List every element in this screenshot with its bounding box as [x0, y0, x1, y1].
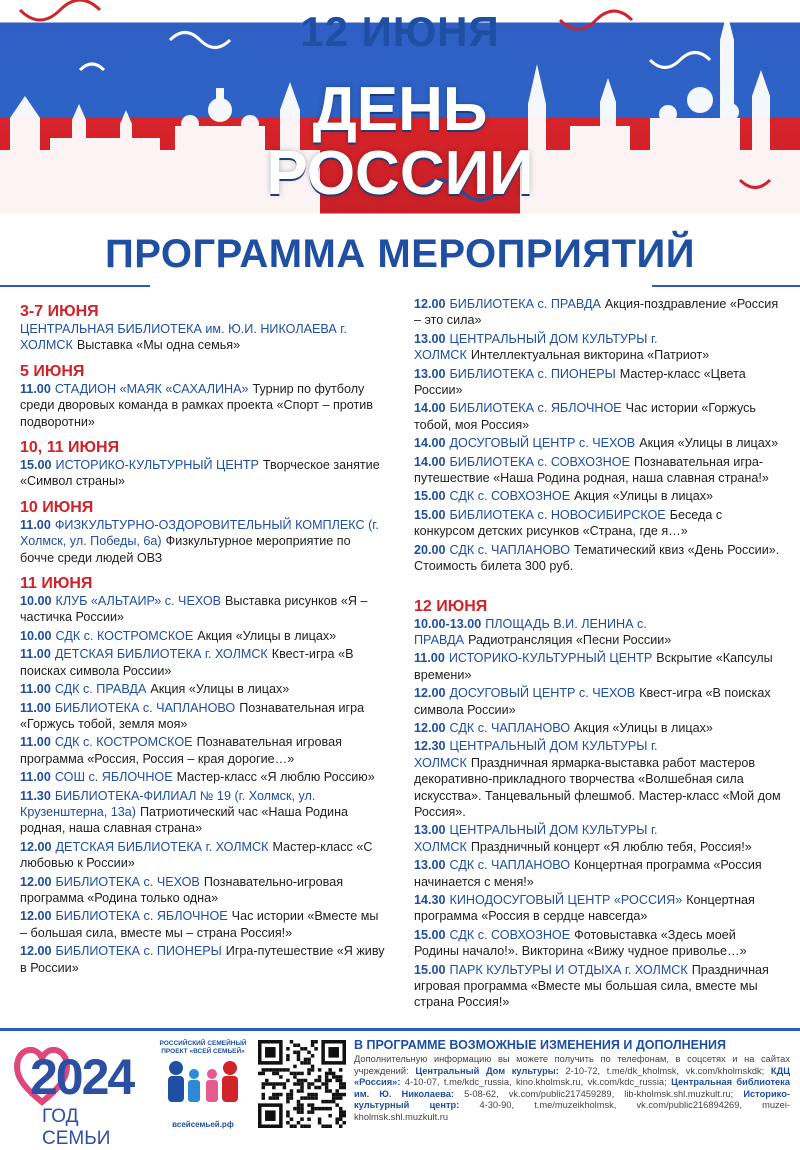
event-venue: ЦЕНТРАЛЬНЫЙ ДОМ КУЛЬТУРЫ г. ХОЛМСК: [414, 739, 658, 770]
event-item: [414, 650, 784, 683]
event-time: 15.00: [414, 927, 446, 942]
event-item: [414, 822, 784, 855]
event-item: [414, 857, 784, 890]
contacts-info: [354, 1054, 790, 1124]
event-description: Вскрытие «Капсулы времени»: [414, 651, 773, 682]
event-time: 13.00: [414, 331, 446, 346]
event-time: 12.00: [20, 909, 52, 924]
event-time: 20.00: [414, 542, 446, 557]
event-item: [414, 720, 784, 736]
event-description: Фотовыставка «Здесь моей Родины начало!». Викторина «Вижу чудное приволье…»: [414, 927, 747, 959]
event-venue: ПАРК КУЛЬТУРЫ И ОТДЫХА г. ХОЛМСК: [449, 962, 688, 977]
title-rule-left: [0, 285, 150, 287]
event-venue: БИБЛИОТЕКА с. ПРАВДА: [449, 297, 601, 311]
day-section: [414, 597, 784, 1011]
event-item: [20, 874, 388, 907]
day-heading: 12 ИЮНЯ: [414, 597, 488, 615]
day-section: [20, 302, 388, 354]
event-description: Акция «Улицы в лицах»: [574, 489, 714, 504]
day-section: [20, 438, 388, 490]
event-time: 12.00: [414, 686, 446, 701]
logo-year: 2024: [30, 1049, 134, 1105]
event-time: 11.00: [20, 735, 51, 750]
event-venue: ЦЕНТРАЛЬНЫЙ ДОМ КУЛЬТУРЫ г. ХОЛМСК: [414, 331, 658, 363]
event-venue: СДК с. ЧАПЛАНОВО: [449, 720, 571, 735]
contact-name: КДЦ «Россия»:: [354, 1065, 790, 1088]
event-venue: СДК с. КОСТРОМСКОЕ: [55, 628, 194, 643]
event-venue: ФИЗКУЛЬТУРНО-ОЗДОРОВИТЕЛЬНЫЙ КОМПЛЕКС (г. Холмск, ул. Победы, 6а): [20, 517, 379, 549]
event-venue: БИБЛИОТЕКА с. СОВХОЗНОЕ: [449, 454, 630, 469]
event-item: [414, 927, 784, 960]
event-description: Игра-путешествие «Я живу в России»: [20, 944, 385, 975]
event-time: 12.00: [414, 297, 446, 311]
event-description: Праздничный концерт «Я люблю тебя, Россия!»: [470, 839, 752, 854]
event-venue: КИНОДОСУГОВЫЙ ЦЕНТР «РОССИЯ»: [449, 893, 683, 907]
event-venue: СДК с. ЧАПЛАНОВО: [449, 858, 571, 873]
event-venue: ИСТОРИКО-КУЛЬТУРНЫЙ ЦЕНТР: [448, 651, 653, 666]
event-time: 14.30: [414, 893, 446, 907]
event-time: 15.00: [414, 489, 446, 504]
title-rule-right: [652, 285, 800, 287]
event-venue: ПЛОЩАДЬ В.И. ЛЕНИНА с. ПРАВДА: [414, 616, 647, 647]
event-time: 11.00: [20, 647, 51, 662]
event-time: 13.00: [414, 366, 446, 381]
event-time: 11.00: [20, 682, 51, 697]
event-description: Мастер-класс «С любовью к России»: [20, 839, 373, 871]
event-time: 10.00: [20, 628, 52, 643]
event-venue: СТАДИОН «МАЯК «САХАЛИНА»: [54, 381, 249, 396]
day-heading: 11 ИЮНЯ: [20, 575, 93, 593]
event-description: Праздничная игровая программа «Вместе мы большая сила, вместе мы страна Россия!»: [414, 962, 769, 1010]
event-description: Познавательная игровая программа «Россия, Россия – края дорогие…»: [20, 735, 342, 766]
event-item: [414, 962, 784, 1011]
day-section: [414, 296, 784, 575]
event-venue: БИБЛИОТЕКА с. НОВОСИБИРСКОЕ: [449, 507, 666, 522]
event-item: [20, 788, 388, 837]
event-item: [20, 646, 388, 679]
event-time: 10.00-13.00: [414, 616, 482, 631]
year-of-family-logo: [12, 1040, 152, 1149]
footer: [0, 1028, 800, 1149]
event-item: [414, 366, 784, 399]
event-time: 12.00: [20, 839, 52, 854]
event-description: Час истории «Горжусь тобой, моя Россия»: [414, 401, 756, 432]
event-venue: ЦЕНТРАЛЬНЫЙ ДОМ КУЛЬТУРЫ г. ХОЛМСК: [414, 823, 658, 854]
event-description: Радиотрансляция «Песни России»: [468, 632, 672, 647]
event-description: Физкультурное мероприятие по бочче среди людей ОВЗ: [20, 534, 351, 565]
contact-details[interactable]: 2-10-72, t.me/dk_kholmsk, vk.com/kholmskdk;: [565, 1065, 765, 1076]
event-item: [414, 507, 784, 540]
event-description: Познавательно-игровая программа «Родина только одна»: [20, 874, 344, 905]
day-heading: 10 ИЮНЯ: [20, 498, 94, 516]
event-time: 12.00: [20, 874, 52, 889]
event-description: Выставка «Мы одна семья»: [76, 338, 241, 353]
event-item: [20, 943, 388, 976]
event-description: Тематический квиз «День России». Стоимость билета 300 руб.: [414, 542, 780, 574]
event-description: Квест-игра «В поисках символа России»: [20, 647, 354, 678]
event-description: Квест-игра «В поисках символа России»: [414, 686, 771, 717]
event-time: 14.00: [414, 401, 446, 416]
event-venue: ИСТОРИКО-КУЛЬТУРНЫЙ ЦЕНТР: [55, 458, 259, 473]
header-banner: [0, 0, 800, 225]
event-venue: БИБЛИОТЕКА с. ЧАПЛАНОВО: [54, 700, 236, 715]
family-project-logo: [158, 1040, 248, 1130]
event-item: [414, 542, 784, 575]
event-venue: ДЕТСКАЯ БИБЛИОТЕКА г. ХОЛМСК: [54, 647, 268, 662]
event-time: 12.00: [414, 720, 446, 735]
family-project-url[interactable]: всейсемьей.рф: [172, 1120, 234, 1129]
event-item: [414, 488, 784, 504]
event-description: Выставка рисунков «Я – частичка России»: [20, 594, 368, 625]
event-venue: ДОСУГОВЫЙ ЦЕНТР с. ЧЕХОВ: [449, 686, 636, 701]
contact-details[interactable]: 4-30-90, t.me/muzeikholmsk, vk.com/public216894269, muzei-kholmsk.shl.muzkult.ru: [354, 1100, 791, 1122]
event-description: Патриотический час «Наша Родина родная, наша славная страна»: [20, 804, 349, 836]
contact-details[interactable]: 4-10-07, t.me/kdc_russia, kino.kholmsk.ru, vk.com/kdc_russia;: [404, 1077, 667, 1088]
event-venue: СОШ с. ЯБЛОЧНОЕ: [54, 770, 173, 785]
event-item: [20, 321, 388, 354]
event-item: [20, 769, 388, 785]
event-item: [20, 839, 388, 872]
event-venue: БИБЛИОТЕКА с. ЯБЛОЧНОЕ: [449, 401, 622, 416]
banner-title-line1: ДЕНЬ: [312, 75, 488, 144]
event-venue: БИБЛИОТЕКА с. ПИОНЕРЫ: [449, 366, 616, 381]
changes-notice: В ПРОГРАММЕ ВОЗМОЖНЫЕ ИЗМЕНЕНИЯ И ДОПОЛНЕНИЯ: [354, 1038, 726, 1052]
event-venue: СДК с. СОВХОЗНОЕ: [449, 927, 571, 942]
event-time: 14.00: [414, 436, 446, 451]
event-item: [414, 892, 784, 925]
event-venue: ДОСУГОВЫЙ ЦЕНТР с. ЧЕХОВ: [449, 436, 636, 451]
event-time: 11.00: [414, 651, 445, 666]
event-item: [414, 685, 784, 718]
event-venue: БИБЛИОТЕКА с. ЯБЛОЧНОЕ: [55, 909, 228, 924]
contacts-intro: Дополнительную информацию вы можете получить по телефонам, в соцсетях и на сайтах учреждений:: [354, 1054, 790, 1076]
event-venue: ЦЕНТРАЛЬНАЯ БИБЛИОТЕКА им. Ю.И. НИКОЛАЕВА г. ХОЛМСК: [20, 322, 347, 353]
event-venue: БИБЛИОТЕКА с. ЧЕХОВ: [55, 874, 200, 889]
event-time: 13.00: [414, 858, 446, 873]
day-heading: 3-7 ИЮНЯ: [20, 303, 99, 320]
event-description: Акция-поздравление «Россия – это сила»: [414, 297, 779, 328]
event-time: 12.30: [414, 739, 446, 754]
event-description: Акция «Улицы в лицах»: [639, 436, 779, 451]
event-item: [20, 381, 388, 430]
program-right-column: [414, 296, 784, 1013]
event-venue: СДК с. ЧАПЛАНОВО: [449, 542, 571, 557]
event-item: [20, 908, 388, 941]
day-section: [20, 498, 388, 566]
family-figures-icon: [158, 1056, 248, 1106]
event-description: Мастер-класс «Я люблю Россию»: [176, 770, 375, 785]
banner-title-line2: РОССИИ: [266, 139, 534, 208]
event-item: [414, 738, 784, 820]
family-project-caption: РОССИЙСКИЙ СЕМЕЙНЫЙ ПРОЕКТ «ВСЕЙ СЕМЬЕЙ»: [159, 1040, 247, 1055]
contact-details[interactable]: 5-08-62, vk.com/public217459289, lib-kholmsk.shl.muzkult.ru;: [464, 1088, 734, 1099]
event-venue: ДЕТСКАЯ БИБЛИОТЕКА г. ХОЛМСК: [55, 839, 269, 854]
event-time: 11.00: [20, 770, 51, 785]
day-heading: 5 ИЮНЯ: [20, 362, 85, 380]
event-item: [414, 400, 784, 433]
event-time: 13.00: [414, 823, 446, 838]
contact-name: Историко-культурный центр:: [354, 1088, 790, 1111]
event-time: 11.00: [20, 700, 51, 715]
event-description: Турнир по футболу среди дворовых команда в рамках проекта «Спорт – против подворотни»: [20, 381, 373, 429]
event-item: [414, 435, 784, 451]
program-title: ПРОГРАММА МЕРОПРИЯТИЙ: [104, 232, 695, 276]
event-time: 11.00: [20, 381, 51, 396]
event-description: Акция «Улицы в лицах»: [150, 682, 290, 697]
event-description: Концертная программа «Россия в сердце навсегда»: [414, 893, 755, 924]
event-description: Познавательная игра-путешествие «Наша Родина родная, наша славная страна!»: [414, 454, 769, 486]
event-item: [414, 331, 784, 364]
event-venue: БИБЛИОТЕКА с. ПИОНЕРЫ: [55, 944, 222, 959]
banner-date: 12 ИЮНЯ: [300, 8, 500, 55]
contact-name: Центральный Дом культуры:: [415, 1065, 566, 1076]
event-time: 15.00: [20, 458, 52, 473]
event-time: 15.00: [414, 962, 446, 977]
event-item: [20, 700, 388, 733]
event-item: [20, 681, 388, 697]
logo-subtitle: ГОД СЕМЬИ: [42, 1106, 111, 1149]
event-description: Интеллектуальная викторина «Патриот»: [470, 348, 710, 363]
event-venue: СДК с. ПРАВДА: [54, 682, 147, 697]
day-section: [20, 362, 388, 430]
event-venue: СДК с. КОСТРОМСКОЕ: [54, 735, 193, 750]
contact-name: Центральная библиотека им. Ю. Николаева:: [354, 1077, 790, 1099]
event-venue: КЛУБ «АЛЬТАИР» с. ЧЕХОВ: [55, 594, 222, 609]
event-item: [414, 296, 784, 329]
event-description: Беседа с конкурсом детских рисунков «Страна, где я…»: [414, 507, 723, 539]
event-description: Познавательная игра «Горжусь тобой, земля моя»: [20, 700, 365, 731]
event-time: 10.00: [20, 594, 52, 609]
event-item: [20, 457, 388, 490]
program-left-column: [20, 296, 388, 978]
event-description: Акция «Улицы в лицах»: [197, 628, 337, 643]
event-time: 15.00: [414, 507, 446, 522]
day-heading: 10, 11 ИЮНЯ: [20, 439, 120, 457]
event-description: Концертная программа «Россия начинается с меня!»: [414, 858, 762, 889]
event-item: [20, 628, 388, 644]
event-venue: СДК с. СОВХОЗНОЕ: [449, 489, 571, 504]
event-time: 11.30: [20, 788, 51, 803]
event-description: Мастер-класс «Цвета России»: [414, 366, 746, 398]
event-venue: БИБЛИОТЕКА-ФИЛИАЛ № 19 (г. Холмск, ул. Крузенштерна, 13а): [20, 788, 316, 819]
event-item: [20, 593, 388, 626]
event-description: Акция «Улицы в лицах»: [574, 720, 713, 735]
event-time: 11.00: [20, 517, 51, 532]
event-time: 12.00: [20, 944, 52, 959]
event-description: Час истории «Вместе мы – большая сила, вместе мы – страна Россия!»: [20, 909, 379, 940]
event-time: 14.00: [414, 454, 446, 469]
event-item: [414, 454, 784, 487]
event-item: [414, 616, 784, 649]
event-description: Праздничная ярмарка-выставка работ мастеров декоративно-прикладного творчества «Волшебная сила искусства». Танцевальный флешмоб. Мастер-класс «Мой дом Россия».: [414, 755, 781, 819]
event-item: [20, 517, 388, 566]
day-section: [20, 574, 388, 976]
event-item: [20, 734, 388, 767]
qr-code-icon[interactable]: [258, 1040, 346, 1128]
footer-divider: [0, 1028, 800, 1031]
event-description: Творческое занятие «Символ страны»: [20, 458, 380, 489]
